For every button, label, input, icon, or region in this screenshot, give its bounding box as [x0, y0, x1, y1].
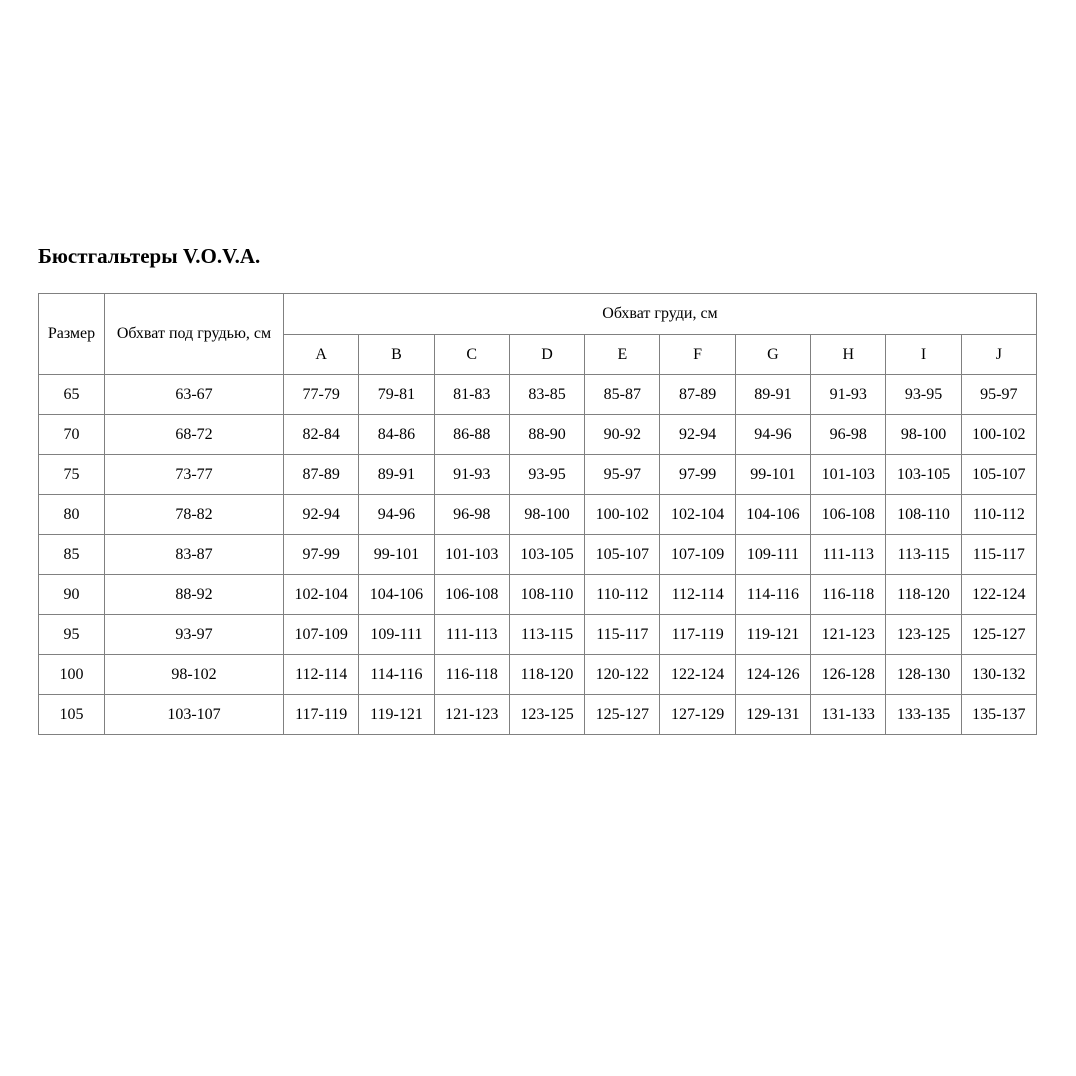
- cup-column-header: I: [886, 335, 961, 375]
- cup-range-cell: 101-103: [434, 535, 509, 575]
- cup-range-cell: 103-105: [886, 455, 961, 495]
- underbust-cell: 88-92: [105, 575, 284, 615]
- underbust-cell: 73-77: [105, 455, 284, 495]
- cup-range-cell: 91-93: [434, 455, 509, 495]
- cup-range-cell: 94-96: [735, 415, 810, 455]
- cup-column-header: E: [585, 335, 660, 375]
- cup-range-cell: 88-90: [509, 415, 584, 455]
- cup-range-cell: 126-128: [811, 655, 886, 695]
- size-cell: 80: [39, 495, 105, 535]
- cup-range-cell: 115-117: [585, 615, 660, 655]
- cup-range-cell: 112-114: [660, 575, 735, 615]
- underbust-column-header: Обхват под грудью, см: [105, 294, 284, 375]
- cup-range-cell: 110-112: [961, 495, 1036, 535]
- cup-range-cell: 105-107: [585, 535, 660, 575]
- table-row: [39, 455, 1037, 495]
- cup-column-header: G: [735, 335, 810, 375]
- cup-range-cell: 85-87: [585, 375, 660, 415]
- size-table-header: [39, 294, 1037, 375]
- cup-range-cell: 89-91: [359, 455, 434, 495]
- cup-range-cell: 97-99: [284, 535, 359, 575]
- cup-range-cell: 111-113: [811, 535, 886, 575]
- cup-range-cell: 100-102: [961, 415, 1036, 455]
- cup-range-cell: 106-108: [434, 575, 509, 615]
- cup-range-cell: 133-135: [886, 695, 961, 735]
- cup-range-cell: 114-116: [735, 575, 810, 615]
- size-cell: 75: [39, 455, 105, 495]
- table-row: [39, 495, 1037, 535]
- size-cell: 65: [39, 375, 105, 415]
- cup-range-cell: 129-131: [735, 695, 810, 735]
- cup-range-cell: 121-123: [811, 615, 886, 655]
- size-cell: 95: [39, 615, 105, 655]
- cup-range-cell: 95-97: [961, 375, 1036, 415]
- cup-range-cell: 94-96: [359, 495, 434, 535]
- underbust-cell: 98-102: [105, 655, 284, 695]
- table-row: [39, 535, 1037, 575]
- table-row: [39, 655, 1037, 695]
- cup-range-cell: 108-110: [509, 575, 584, 615]
- cup-range-cell: 79-81: [359, 375, 434, 415]
- cup-range-cell: 130-132: [961, 655, 1036, 695]
- cup-range-cell: 113-115: [886, 535, 961, 575]
- cup-range-cell: 87-89: [660, 375, 735, 415]
- table-row: [39, 415, 1037, 455]
- cup-range-cell: 77-79: [284, 375, 359, 415]
- cup-range-cell: 87-89: [284, 455, 359, 495]
- underbust-cell: 93-97: [105, 615, 284, 655]
- cup-range-cell: 112-114: [284, 655, 359, 695]
- cup-range-cell: 117-119: [284, 695, 359, 735]
- cup-column-header: J: [961, 335, 1036, 375]
- table-row: [39, 695, 1037, 735]
- cup-range-cell: 99-101: [735, 455, 810, 495]
- cup-range-cell: 124-126: [735, 655, 810, 695]
- cup-range-cell: 119-121: [359, 695, 434, 735]
- page-title: Бюстгальтеры V.O.V.A.: [38, 244, 261, 268]
- cup-column-header: D: [509, 335, 584, 375]
- cup-range-cell: 123-125: [886, 615, 961, 655]
- cup-range-cell: 119-121: [735, 615, 810, 655]
- cup-range-cell: 96-98: [811, 415, 886, 455]
- cup-range-cell: 113-115: [509, 615, 584, 655]
- cup-range-cell: 121-123: [434, 695, 509, 735]
- group-header-row: [39, 294, 1037, 335]
- cup-column-header: C: [434, 335, 509, 375]
- cup-range-cell: 127-129: [660, 695, 735, 735]
- cup-range-cell: 92-94: [284, 495, 359, 535]
- bust-group-header: Обхват груди, см: [284, 294, 1037, 335]
- cup-column-header: B: [359, 335, 434, 375]
- cup-range-cell: 96-98: [434, 495, 509, 535]
- cup-range-cell: 106-108: [811, 495, 886, 535]
- size-column-header: Размер: [39, 294, 105, 375]
- cup-range-cell: 101-103: [811, 455, 886, 495]
- cup-range-cell: 135-137: [961, 695, 1036, 735]
- cup-range-cell: 103-105: [509, 535, 584, 575]
- cup-range-cell: 114-116: [359, 655, 434, 695]
- cup-range-cell: 107-109: [284, 615, 359, 655]
- size-table-body: [39, 375, 1037, 735]
- cup-range-cell: 125-127: [585, 695, 660, 735]
- cup-range-cell: 107-109: [660, 535, 735, 575]
- cup-range-cell: 120-122: [585, 655, 660, 695]
- cup-range-cell: 100-102: [585, 495, 660, 535]
- size-cell: 85: [39, 535, 105, 575]
- cup-range-cell: 128-130: [886, 655, 961, 695]
- underbust-cell: 83-87: [105, 535, 284, 575]
- underbust-cell: 103-107: [105, 695, 284, 735]
- cup-range-cell: 109-111: [735, 535, 810, 575]
- cup-range-cell: 99-101: [359, 535, 434, 575]
- size-cell: 105: [39, 695, 105, 735]
- cup-range-cell: 109-111: [359, 615, 434, 655]
- cup-range-cell: 95-97: [585, 455, 660, 495]
- cup-range-cell: 118-120: [509, 655, 584, 695]
- cup-range-cell: 102-104: [660, 495, 735, 535]
- cup-range-cell: 84-86: [359, 415, 434, 455]
- size-table: [38, 293, 1037, 735]
- table-row: [39, 615, 1037, 655]
- cup-range-cell: 91-93: [811, 375, 886, 415]
- cup-range-cell: 108-110: [886, 495, 961, 535]
- cup-range-cell: 89-91: [735, 375, 810, 415]
- cup-range-cell: 125-127: [961, 615, 1036, 655]
- cup-range-cell: 117-119: [660, 615, 735, 655]
- cup-range-cell: 104-106: [359, 575, 434, 615]
- cup-range-cell: 111-113: [434, 615, 509, 655]
- cup-column-header: F: [660, 335, 735, 375]
- cup-range-cell: 93-95: [886, 375, 961, 415]
- cup-range-cell: 105-107: [961, 455, 1036, 495]
- cup-range-cell: 97-99: [660, 455, 735, 495]
- cup-range-cell: 98-100: [509, 495, 584, 535]
- cup-range-cell: 123-125: [509, 695, 584, 735]
- underbust-cell: 63-67: [105, 375, 284, 415]
- table-row: [39, 375, 1037, 415]
- cup-range-cell: 104-106: [735, 495, 810, 535]
- cup-range-cell: 92-94: [660, 415, 735, 455]
- size-cell: 70: [39, 415, 105, 455]
- underbust-cell: 68-72: [105, 415, 284, 455]
- cup-range-cell: 93-95: [509, 455, 584, 495]
- size-cell: 100: [39, 655, 105, 695]
- cup-range-cell: 116-118: [811, 575, 886, 615]
- cup-range-cell: 81-83: [434, 375, 509, 415]
- cup-range-cell: 110-112: [585, 575, 660, 615]
- cup-range-cell: 83-85: [509, 375, 584, 415]
- cup-range-cell: 86-88: [434, 415, 509, 455]
- cup-range-cell: 82-84: [284, 415, 359, 455]
- cup-range-cell: 102-104: [284, 575, 359, 615]
- cup-range-cell: 116-118: [434, 655, 509, 695]
- cup-range-cell: 122-124: [660, 655, 735, 695]
- cup-range-cell: 98-100: [886, 415, 961, 455]
- cup-column-header: A: [284, 335, 359, 375]
- cup-range-cell: 131-133: [811, 695, 886, 735]
- cup-range-cell: 115-117: [961, 535, 1036, 575]
- cup-range-cell: 122-124: [961, 575, 1036, 615]
- size-cell: 90: [39, 575, 105, 615]
- table-row: [39, 575, 1037, 615]
- cup-range-cell: 118-120: [886, 575, 961, 615]
- cup-range-cell: 90-92: [585, 415, 660, 455]
- underbust-cell: 78-82: [105, 495, 284, 535]
- cup-column-header: H: [811, 335, 886, 375]
